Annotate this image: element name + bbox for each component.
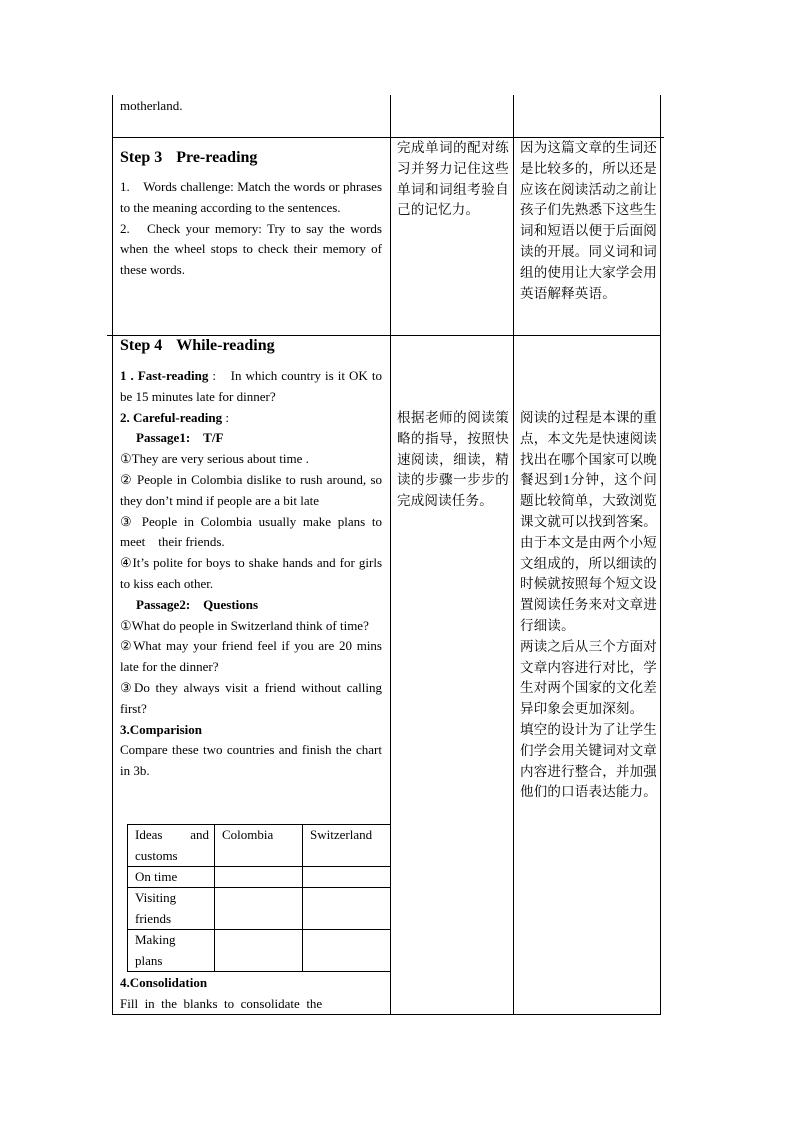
comp-header-ideas: Ideas and customs <box>135 827 209 863</box>
comp-table-border-left <box>127 824 128 972</box>
step3-student-activity-text: 完成单词的配对练习并努力记住这些单词和词组考验自己的记忆力。 <box>397 140 509 218</box>
passage1-item-3: ③ People in Colombia usually make plans to meet their friends. <box>120 513 382 550</box>
step4-number: Step 4 <box>120 337 163 354</box>
step3-name: Pre-reading <box>176 149 258 166</box>
comparison-text: Compare these two countries and finish the chart in 3b. <box>120 742 382 779</box>
careful-reading-label: 2. Careful-reading <box>120 409 223 425</box>
step3-content-cell <box>120 147 382 281</box>
careful-reading-heading <box>120 408 382 429</box>
comp-header-switzerland: Switzerland <box>310 827 373 842</box>
step3-design-intent-text: 因为这篇文章的生词还是比较多的，所以还是应该在阅读活动之前让孩子们先熟悉下这些生词和短语以便于后面阅读的开展。同义词和词组的使用让大家学会用英语解释英语。 <box>520 140 657 301</box>
step4-design-intent-3: 两读之后从三个方面对文章内容进行对比，学生对两个国家的文化差异印象会更加深刻。 <box>520 638 657 717</box>
passage1-item-2: ② People in Colombia dislike to rush around, so they don’t mind if people are a bit late <box>120 471 382 508</box>
passage1-heading: Passage1: T/F <box>136 430 224 446</box>
comp-row-making-plans: Making plans <box>135 932 176 968</box>
step4-design-intent <box>520 408 657 803</box>
passage2-heading: Passage2: Questions <box>136 596 259 612</box>
passage1-item-1: ①They are very serious about time . <box>120 451 309 467</box>
comp-header-colombia: Colombia <box>222 827 274 842</box>
passage2-item-3: ③Do they always visit a friend without calling first? <box>120 679 382 716</box>
step3-item-2: 2. Check your memory: Try to say the words when the wheel stops to check their memory of these words. <box>120 220 382 278</box>
step4-content-cell <box>120 334 382 782</box>
row0-left-cell <box>120 96 384 117</box>
comp-row-visiting-friends: Visiting friends <box>135 890 177 926</box>
comp-table-col-divider-2 <box>302 824 303 972</box>
step3-design-intent <box>520 138 657 304</box>
step4-name: While-reading <box>176 337 275 354</box>
step3-item-1: 1. Words challenge: Match the words or phrases to the meaning according to the sentences. <box>120 179 382 215</box>
passage2-item-1: ①What do people in Switzerland think of time? <box>120 617 369 633</box>
step4-design-intent-2: 由于本文是由两个小短文组成的，所以细读的时候就按照每个短文设置阅读任务来对文章进行细读。 <box>520 534 657 633</box>
consolidation-text: Fill in the blanks to consolidate the <box>120 995 323 1011</box>
motherland-text: motherland. <box>120 98 183 113</box>
fast-reading-text: : In which country is it OK to be 15 minutes late for dinner? <box>120 368 382 404</box>
passage2-item-2: ②What may your friend feel if you are 20 mins late for the dinner? <box>120 638 382 675</box>
comp-table-col-divider-1 <box>214 824 215 972</box>
comparison-table <box>127 824 391 972</box>
step4-student-activity-text: 根据老师的阅读策略的指导，按照快速阅读，细读，精读的步骤一步步的完成阅读任务。 <box>397 410 509 509</box>
table-border-right <box>660 95 661 1015</box>
consolidation-block <box>120 973 382 1015</box>
step4-student-activity <box>397 408 509 512</box>
table-border-left <box>112 95 113 1015</box>
comp-row-on-time: On time <box>135 869 178 884</box>
fast-reading-task <box>120 366 382 408</box>
step3-student-activity <box>397 138 509 221</box>
consolidation-heading: 4.Consolidation <box>120 975 208 990</box>
fast-reading-label: 1 . Fast-reading <box>120 368 209 383</box>
step4-design-intent-1: 阅读的过程是本课的重点，本文先是快速阅读找出在哪个国家可以晚餐迟到1分钟，这个问题比较简单，大致浏览课文就可以找到答案。 <box>520 410 657 529</box>
step4-title <box>120 335 382 357</box>
table-column-divider-2 <box>513 95 514 1015</box>
comparison-heading: 3.Comparision <box>120 721 202 737</box>
step3-title <box>120 147 382 169</box>
step3-number: Step 3 <box>120 149 163 166</box>
careful-reading-colon: : <box>222 409 229 425</box>
step4-design-intent-4: 填空的设计为了让学生们学会用关键词对文章内容进行整合，并加强他们的口语表达能力。 <box>520 721 657 800</box>
passage1-item-4: ④It’s polite for boys to shake hands and for girls to kiss each other. <box>120 555 382 591</box>
